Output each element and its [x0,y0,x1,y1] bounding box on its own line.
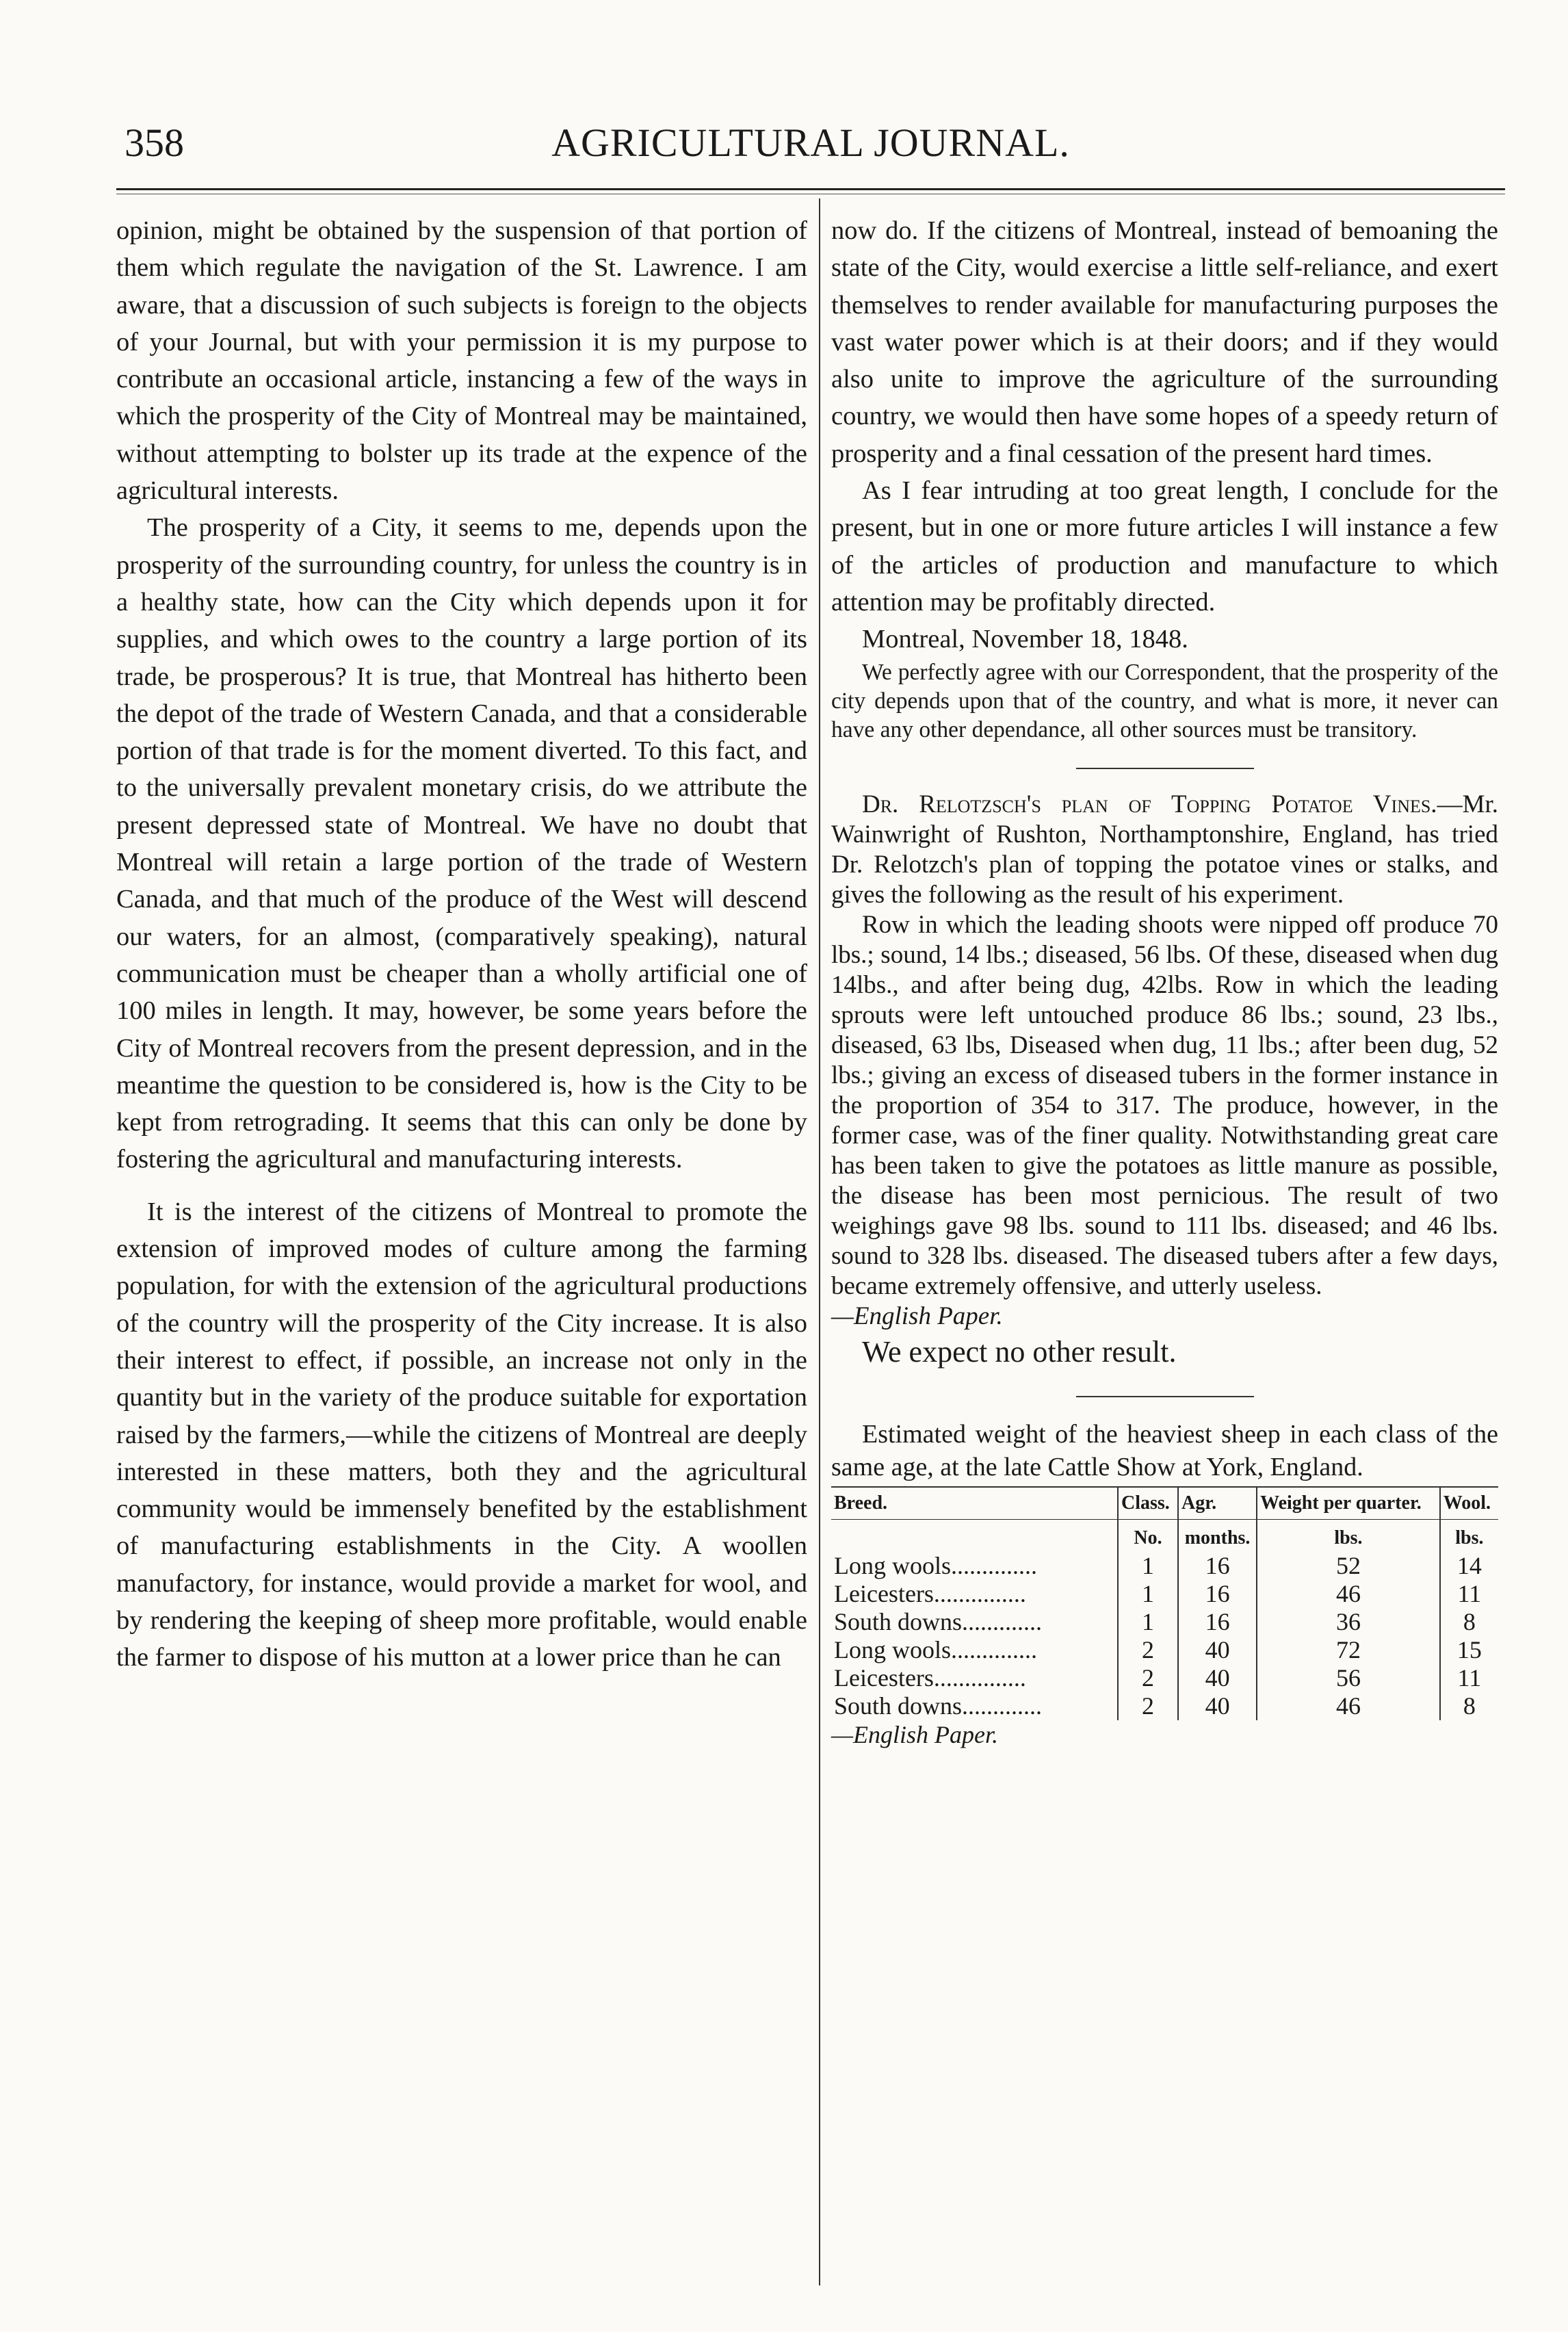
col-header: Wool. [1440,1487,1498,1520]
table-row [831,1580,1498,1608]
age-cell: 16 [1178,1608,1257,1636]
paragraph: It is the interest of the citizens of Montreal to promote the extension of improved modes of culture among the farming population, for with the extension of the agricultural productions of the country will the prosperity of the City increase. It is also their interest to effect, if possible, an increase not only in the quantity but in the variety of the produce suitable for exportation raised by the farmers,—while the citizens of Montreal are deeply interested in these matters, both they and the agricultural community would be immensely benefited by the establishment of manufacturing establishments in the City. A woollen manufactory, for instance, would provide a market for wool, and by rendering the keeping of sheep more profitable, would enable the farmer to dispose of his mutton at a lower price than he can [116,1197,807,1672]
weight-cell: 36 [1257,1608,1440,1636]
paragraph: opinion, might be obtained by the suspension of that portion of them which regulate the navigation of the St. Lawrence. I am aware, that a discussion of such subjects is foreign to the objects of your Journal, but with your permission it is my purpose to contribute an occasional article, instancing a few of the ways in which the prosperity of the City of Montreal may be maintained, without attempting to bolster up its trade at the expence of the agricultural interests. [116,216,807,506]
table-header-row [831,1487,1498,1520]
section-separator [1076,768,1254,769]
unit-cell: lbs. [1257,1519,1440,1552]
class-cell: 1 [1118,1608,1178,1636]
age-cell: 40 [1178,1636,1257,1664]
right-column [831,212,1498,1749]
weight-cell: 72 [1257,1636,1440,1664]
article-source: —English Paper. [831,1301,1003,1330]
article-body: Row in which the leading shoots were nipped off produce 70 lbs.; sound, 14 lbs.; diseased, 56 lbs. Of these, diseased when dug 14lbs., and after being dug, 42lbs. Row in which the leading sprouts were left untouched produce 86 lbs.; sound, 23 lbs., diseased, 63 lbs, Diseased when dug, 11 lbs.; after been dug, 52 lbs.; giving an excess of diseased tubers in the former instance in the proportion of 354 to 317. The produce, however, in the former case, was of the finer quality. Notwithstanding great care has been taken to give the potatoes as little manure as possible, the disease has been most pernicious. The result of two weighings gave 98 lbs. sound to 111 lbs. diseased; and 46 lbs. sound to 328 lbs. diseased. The diseased tubers after a few days, became extremely offensive, and utterly useless. [831,910,1498,1300]
left-column [116,212,807,1676]
weight-cell: 56 [1257,1664,1440,1692]
class-cell: 2 [1118,1692,1178,1720]
article-comment: We expect no other result. [862,1334,1177,1369]
breed-cell: South downs............. [831,1692,1118,1720]
paragraph: As I fear intruding at too great length, I conclude for the present, but in one or more future articles I will instance a few of the articles of production and manufacture to which attention may be profitably directed. [831,476,1498,617]
weight-cell: 46 [1257,1580,1440,1608]
section-separator [1076,1396,1254,1397]
age-cell: 16 [1178,1552,1257,1580]
unit-cell [831,1519,1118,1552]
wool-cell: 15 [1456,1635,1482,1663]
wool-cell: 8 [1463,1692,1476,1720]
signoff: Montreal, November 18, 1848. [862,625,1188,654]
col-header: Breed. [831,1487,1118,1520]
class-cell: 1 [1118,1580,1178,1608]
breed-cell: Leicesters............... [831,1580,1118,1608]
paragraph: The prosperity of a City, it seems to me, depends upon the prosperity of the surrounding country, for unless the country is in a healthy state, how can the City which depends upon it for supplies, and which owes to the country a large portion of its trade, be prosperous? It is true, that Montreal has hitherto been the depot of the trade of Western Canada, and that a considerable portion of that trade is for the moment diverted. To this fact, and to the universally prevalent monetary crisis, do we attribute the present depressed state of Montreal. We have no doubt that Montreal will retain a large portion of the trade of Western Canada, and that much of the produce of the West will descend our waters, for an almost, (comparatively speaking), natural communication must be cheaper than a wholly artificial one of 100 miles in length. It may, however, be some years before the City of Montreal recovers from the present depression, and in the meantime the question to be considered is, how is the City to be kept from retrograding. It seems that this can only be done by fostering the agricultural and manufacturing interests. [116,513,807,1174]
article-heading [831,790,1498,910]
breed-cell: Leicesters............... [831,1664,1118,1692]
age-cell: 16 [1178,1580,1257,1608]
page-number: 358 [125,120,184,165]
col-header: Agr. [1178,1487,1257,1520]
article-title: Dr. Relotzsch's plan of Topping Potatoe Vines. [862,790,1437,818]
class-cell: 1 [1118,1552,1178,1580]
breed-cell: Long wools.............. [831,1552,1118,1580]
unit-cell: months. [1178,1519,1257,1552]
paragraph: now do. If the citizens of Montreal, instead of bemoaning the state of the City, would exercise a little self-reliance, and exert themselves to render available for manufacturing purposes the vast water power which is at their doors; and if they would also unite to improve the agriculture of the surrounding country, we would then have some hopes of a speedy return of prosperity and a final cessation of the present hard times. [831,216,1498,468]
table-row [831,1636,1498,1664]
weight-cell: 46 [1257,1692,1440,1720]
col-header: Weight per quarter. [1257,1487,1440,1520]
class-cell: 2 [1118,1636,1178,1664]
table-source: —English Paper. [831,1720,999,1748]
age-cell: 40 [1178,1664,1257,1692]
wool-cell: 11 [1457,1579,1482,1607]
unit-cell: lbs. [1455,1527,1484,1549]
sheep-weight-table [831,1486,1498,1720]
weight-cell: 52 [1257,1552,1440,1580]
column-divider [819,198,820,2285]
table-row [831,1552,1498,1580]
class-cell: 2 [1118,1664,1178,1692]
table-caption: Estimated weight of the heaviest sheep in each class of the same age, at the late Cattle Show at York, England. [831,1419,1498,1481]
header-rule [116,188,1505,190]
breed-cell: Long wools.............. [831,1636,1118,1664]
table-row [831,1608,1498,1636]
running-header [116,120,1505,174]
article-lead: —Mr. Wainwright of Rushton, Northamptonshire, England, has tried Dr. Relotzch's plan of topping the potatoe vines or stalks, and gives the following as the result of his experiment. [831,790,1498,909]
col-header: Class. [1118,1487,1178,1520]
wool-cell: 8 [1463,1607,1476,1635]
editor-note: We perfectly agree with our Correspondent, that the prosperity of the city depends upon that of the country, and what is more, it never can have any other dependance, all other sources must be transitory. [831,659,1498,742]
units-row [831,1519,1498,1552]
breed-cell: South downs............. [831,1608,1118,1636]
journal-title: AGRICULTURAL JOURNAL. [551,120,1070,165]
wool-cell: 14 [1456,1551,1482,1579]
wool-cell: 11 [1457,1663,1482,1692]
table-row [831,1692,1498,1720]
age-cell: 40 [1178,1692,1257,1720]
table-row [831,1664,1498,1692]
unit-cell: No. [1118,1519,1178,1552]
